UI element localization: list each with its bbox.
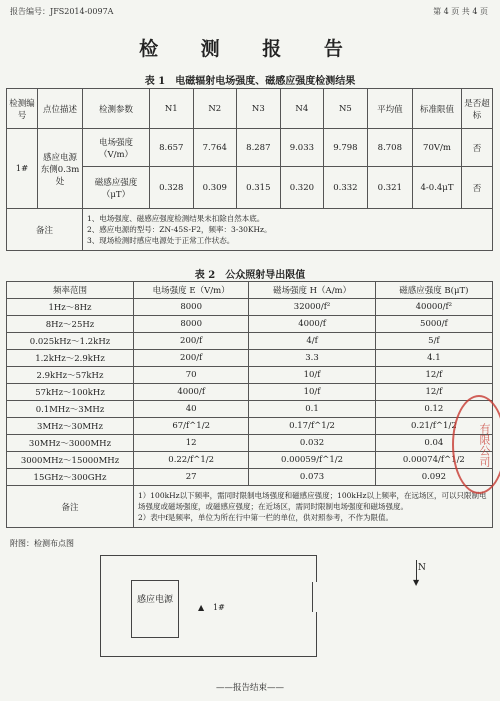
limit-cell: 4000/f [249, 316, 375, 333]
frequency-cell: 3MHz～30MHz [7, 418, 134, 435]
frequency-cell: 57kHz～100kHz [7, 384, 134, 401]
company-stamp: 有限公司 [452, 395, 500, 494]
note-line: 2、感应电源的型号：ZN-45S-F2，频率：3-30KHz。 [87, 225, 272, 234]
value-cell: 0.328 [150, 167, 194, 209]
report-number: 报告编号：JFS2014-0097A [10, 7, 114, 16]
limit-cell: 70 [134, 367, 249, 384]
note-line: 2）表中f是频率，单位为所在行中第一栏的单位，供对照参考，不作为限值。 [138, 513, 394, 522]
limit-cell: 4/f [249, 333, 375, 350]
point-id: 1# [7, 129, 38, 209]
table1-header: N4 [280, 89, 324, 129]
limit-cell: 12/f [375, 367, 492, 384]
table-row [7, 350, 493, 367]
frequency-cell: 0.025kHz～1.2kHz [7, 333, 134, 350]
north-arrow-icon: ▼ [413, 578, 420, 587]
limit-cell: 0.22/f^1/2 [134, 452, 249, 469]
limit-cell: 0.04 [375, 435, 492, 452]
value-cell: 8.287 [237, 129, 281, 167]
limit-cell: 67/f^1/2 [134, 418, 249, 435]
limit-cell: 4.1 [375, 350, 492, 367]
limit-cell: 8000 [134, 316, 249, 333]
frequency-cell: 1Hz～8Hz [7, 299, 134, 316]
limit-cell: 12 [134, 435, 249, 452]
point-location: 感应电源东侧0.3m处 [38, 129, 83, 209]
triangle-marker-icon: ▲ [198, 603, 205, 612]
limit-cell: 70V/m [413, 129, 462, 167]
limit-cell: 0.12 [375, 401, 492, 418]
table1-header: 是否超标 [462, 89, 493, 129]
limit-cell: 200/f [134, 350, 249, 367]
limit-cell: 32000/f² [249, 299, 375, 316]
room-outline [100, 555, 317, 657]
table2-caption: 表 2 公众照射导出限值 [194, 270, 306, 281]
frequency-cell: 2.9kHz～57kHz [7, 367, 134, 384]
limit-cell: 5/f [375, 333, 492, 350]
table1-header: N2 [193, 89, 237, 129]
notes-cell [134, 486, 493, 528]
table2-header: 电场强度 E（V/m） [134, 282, 249, 299]
notes-label: 备注 [7, 209, 83, 251]
frequency-cell: 3000MHz～15000MHz [7, 452, 134, 469]
limit-cell: 4-0.4μT [413, 167, 462, 209]
limit-cell: 3.3 [249, 350, 375, 367]
table1 [6, 88, 493, 251]
table1-header-row [7, 89, 493, 129]
exceed-cell: 否 [462, 167, 493, 209]
table-row [7, 401, 493, 418]
table-row [7, 333, 493, 350]
table2-header-row [7, 282, 493, 299]
limit-cell: 0.1 [249, 401, 375, 418]
table1-header: 标准限值 [413, 89, 462, 129]
table-row [7, 367, 493, 384]
frequency-cell: 15GHz～300GHz [7, 469, 134, 486]
table-row [7, 418, 493, 435]
value-cell: 9.798 [324, 129, 368, 167]
table2-notes-row [7, 486, 493, 528]
value-cell: 8.657 [150, 129, 194, 167]
table1-header: N3 [237, 89, 281, 129]
value-cell: 0.320 [280, 167, 324, 209]
note-line: 1、电场强度、磁感应强度检测结果未扣除自然本底。 [87, 214, 265, 223]
page-number: 第 4 页 共 4 页 [433, 7, 488, 16]
frequency-cell: 30MHz～3000MHz [7, 435, 134, 452]
table1-header: 检测编号 [7, 89, 38, 129]
table-row [7, 469, 493, 486]
value-cell: 0.309 [193, 167, 237, 209]
value-cell: 7.764 [193, 129, 237, 167]
limit-cell: 200/f [134, 333, 249, 350]
frequency-cell: 8Hz～25Hz [7, 316, 134, 333]
table-row [7, 384, 493, 401]
limit-cell: 10/f [249, 384, 375, 401]
limit-cell: 5000/f [375, 316, 492, 333]
notes-label: 备注 [7, 486, 134, 528]
limit-cell: 0.00074/f^1/2 [375, 452, 492, 469]
value-cell: 9.033 [280, 129, 324, 167]
average-cell: 8.708 [367, 129, 412, 167]
note-line: 3、现场检测时感应电源处于正常工作状态。 [87, 236, 235, 245]
table-row [7, 129, 493, 167]
table1-header: 点位描述 [38, 89, 83, 129]
table1-notes-row [7, 209, 493, 251]
table1-header: N1 [150, 89, 194, 129]
table1-caption: 表 1 电磁辐射电场强度、磁感应强度检测结果 [144, 76, 356, 87]
limit-cell: 40 [134, 401, 249, 418]
table-row [7, 452, 493, 469]
north-label: N [418, 563, 426, 573]
limit-cell: 0.073 [249, 469, 375, 486]
table2-body [7, 299, 493, 486]
value-cell: 0.332 [324, 167, 368, 209]
frequency-cell: 1.2kHz～2.9kHz [7, 350, 134, 367]
table2-header: 磁感应强度 B(μT) [375, 282, 492, 299]
param-cell: 磁感应强度（μT） [83, 167, 150, 209]
limit-cell: 8000 [134, 299, 249, 316]
limit-cell: 40000/f² [375, 299, 492, 316]
table-row [7, 435, 493, 452]
limit-cell: 0.17/f^1/2 [249, 418, 375, 435]
table2-header: 频率范围 [7, 282, 134, 299]
table1-header: N5 [324, 89, 368, 129]
table-row [7, 316, 493, 333]
param-cell: 电场强度（V/m） [83, 129, 150, 167]
limit-cell: 0.092 [375, 469, 492, 486]
limit-cell: 10/f [249, 367, 375, 384]
table-row [7, 299, 493, 316]
limit-cell: 0.00059/f^1/2 [249, 452, 375, 469]
frequency-cell: 0.1MHz～3MHz [7, 401, 134, 418]
door-icon [312, 582, 317, 612]
limit-cell: 0.21/f^1/2 [375, 418, 492, 435]
point-label: 1# [213, 603, 225, 612]
limit-cell: 27 [134, 469, 249, 486]
figure-label: 附图：检测布点图 [10, 539, 74, 548]
induction-power-source: 感应电源 [131, 580, 179, 638]
table1-header: 平均值 [367, 89, 412, 129]
table2-header: 磁场强度 H（A/m） [249, 282, 375, 299]
notes-cell [83, 209, 493, 251]
report-end: ——报告结束—— [215, 683, 284, 693]
note-line: 1）100kHz以下频率，需同时限制电场强度和磁感应强度；100kHz以上频率，在远场区，可以只限制电场强度或磁场强度，或磁感应强度；在近场区，需同时限制电场强度和磁场强度。 [138, 491, 487, 511]
limit-cell: 4000/f [134, 384, 249, 401]
average-cell: 0.321 [367, 167, 412, 209]
limit-cell: 12/f [375, 384, 492, 401]
table1-header: 检测参数 [83, 89, 150, 129]
value-cell: 0.315 [237, 167, 281, 209]
page-title: 检 测 报 告 [139, 38, 361, 60]
table2 [6, 281, 493, 528]
exceed-cell: 否 [462, 129, 493, 167]
limit-cell: 0.032 [249, 435, 375, 452]
